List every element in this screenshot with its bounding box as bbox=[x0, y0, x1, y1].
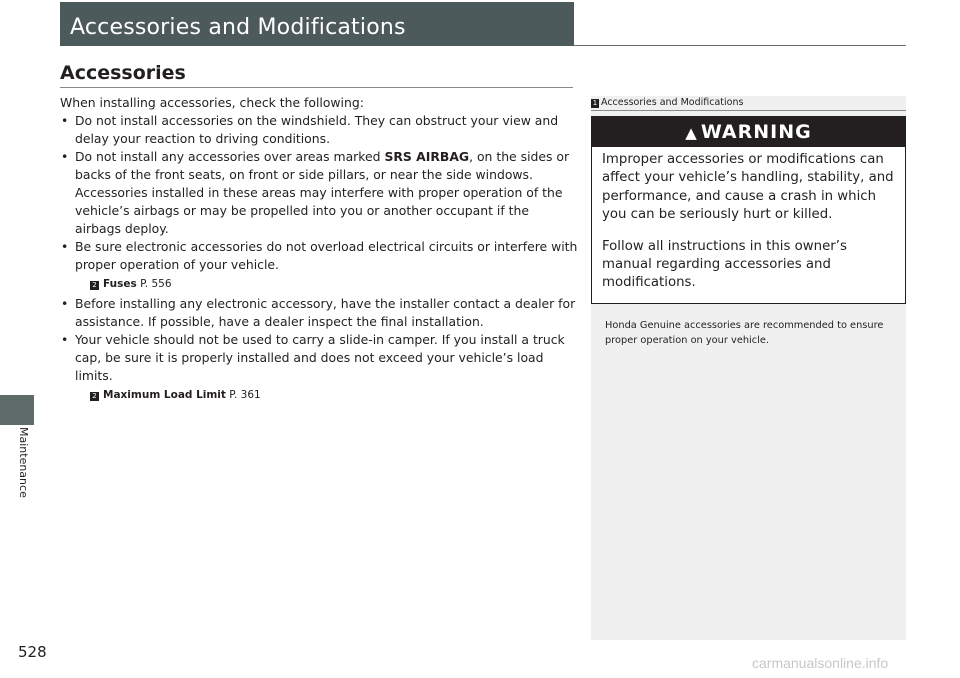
list-item bbox=[60, 331, 578, 402]
warning-text: Improper accessories or modifications can affect your vehicle’s handling, stability, and performance, and cause a crash in which you can be seriously hurt or killed. bbox=[602, 152, 894, 223]
main-content bbox=[60, 94, 578, 406]
list-item bbox=[60, 148, 578, 238]
list-item bbox=[60, 238, 578, 291]
section-divider bbox=[60, 87, 573, 88]
xref-page: P. 556 bbox=[140, 278, 172, 290]
side-tab-label: Maintenance bbox=[17, 427, 30, 498]
warning-instruction-text: Follow all instructions in this owner’s manual regarding accessories and modifications. bbox=[602, 238, 847, 291]
intro-text: When installing accessories, check the following: bbox=[60, 95, 364, 110]
list-item bbox=[60, 112, 578, 148]
list-item bbox=[60, 295, 578, 331]
bullet-text: Be sure electronic accessories do not overload electrical circuits or interfere with proper operation of your vehicle. bbox=[75, 239, 578, 272]
chapter-title: Accessories and Modifications bbox=[70, 15, 406, 40]
cross-reference-icon: 2 bbox=[90, 392, 99, 401]
sidebar-note: Honda Genuine accessories are recommended to ensure proper operation on your vehicle. bbox=[605, 320, 884, 346]
xref-title: Fuses bbox=[103, 278, 137, 290]
header-divider bbox=[574, 45, 906, 46]
page-number: 528 bbox=[18, 643, 47, 661]
warning-title: WARNING bbox=[700, 121, 812, 143]
bullet-icon: • bbox=[61, 113, 69, 128]
watermark: carmanualsonline.info bbox=[752, 655, 889, 671]
srs-airbag-label: SRS AIRBAG bbox=[384, 149, 470, 164]
bullet-icon: • bbox=[61, 332, 69, 347]
fuses-reference-link[interactable] bbox=[90, 277, 578, 291]
warning-box bbox=[591, 116, 906, 304]
bullet-list bbox=[60, 112, 578, 402]
sidebar-divider bbox=[591, 110, 906, 111]
bullet-icon: • bbox=[61, 239, 69, 254]
warning-triangle-icon: ▲ bbox=[685, 124, 697, 142]
cross-reference-icon: 2 bbox=[90, 281, 99, 290]
sidebar-heading bbox=[591, 97, 743, 108]
xref-title: Maximum Load Limit bbox=[103, 389, 226, 401]
bullet-text-continued: , on the sides or backs of the front seats, on front or side pillars, or near the side windows. Accessories installed in these areas may interfere with proper operation of the vehicle’s airbags or may be propelled into you or another occupant if the airbags deploy. bbox=[75, 149, 570, 236]
bullet-icon: • bbox=[61, 296, 69, 311]
warning-banner bbox=[592, 117, 905, 147]
bullet-text: Your vehicle should not be used to carry a slide-in camper. If you install a truck cap, be sure it is properly installed and does not exceed your vehicle’s load limits. bbox=[75, 332, 565, 383]
sidebar-heading-text: Accessories and Modifications bbox=[601, 97, 744, 108]
side-tab-marker bbox=[0, 395, 34, 425]
bullet-text: Do not install any accessories over areas marked bbox=[75, 149, 385, 164]
section-title: Accessories bbox=[60, 62, 186, 84]
bullet-text: Before installing any electronic accessory, have the installer contact a dealer for assistance. If possible, have a dealer inspect the final installation. bbox=[75, 296, 576, 329]
bullet-text: Do not install accessories on the windshield. They can obstruct your view and delay your reaction to driving conditions. bbox=[75, 113, 559, 146]
sidebar-heading-marker: 1 bbox=[592, 99, 598, 107]
xref-page: P. 361 bbox=[229, 389, 261, 401]
maximum-load-limit-reference-link[interactable] bbox=[90, 388, 578, 402]
bullet-icon: • bbox=[61, 149, 69, 164]
